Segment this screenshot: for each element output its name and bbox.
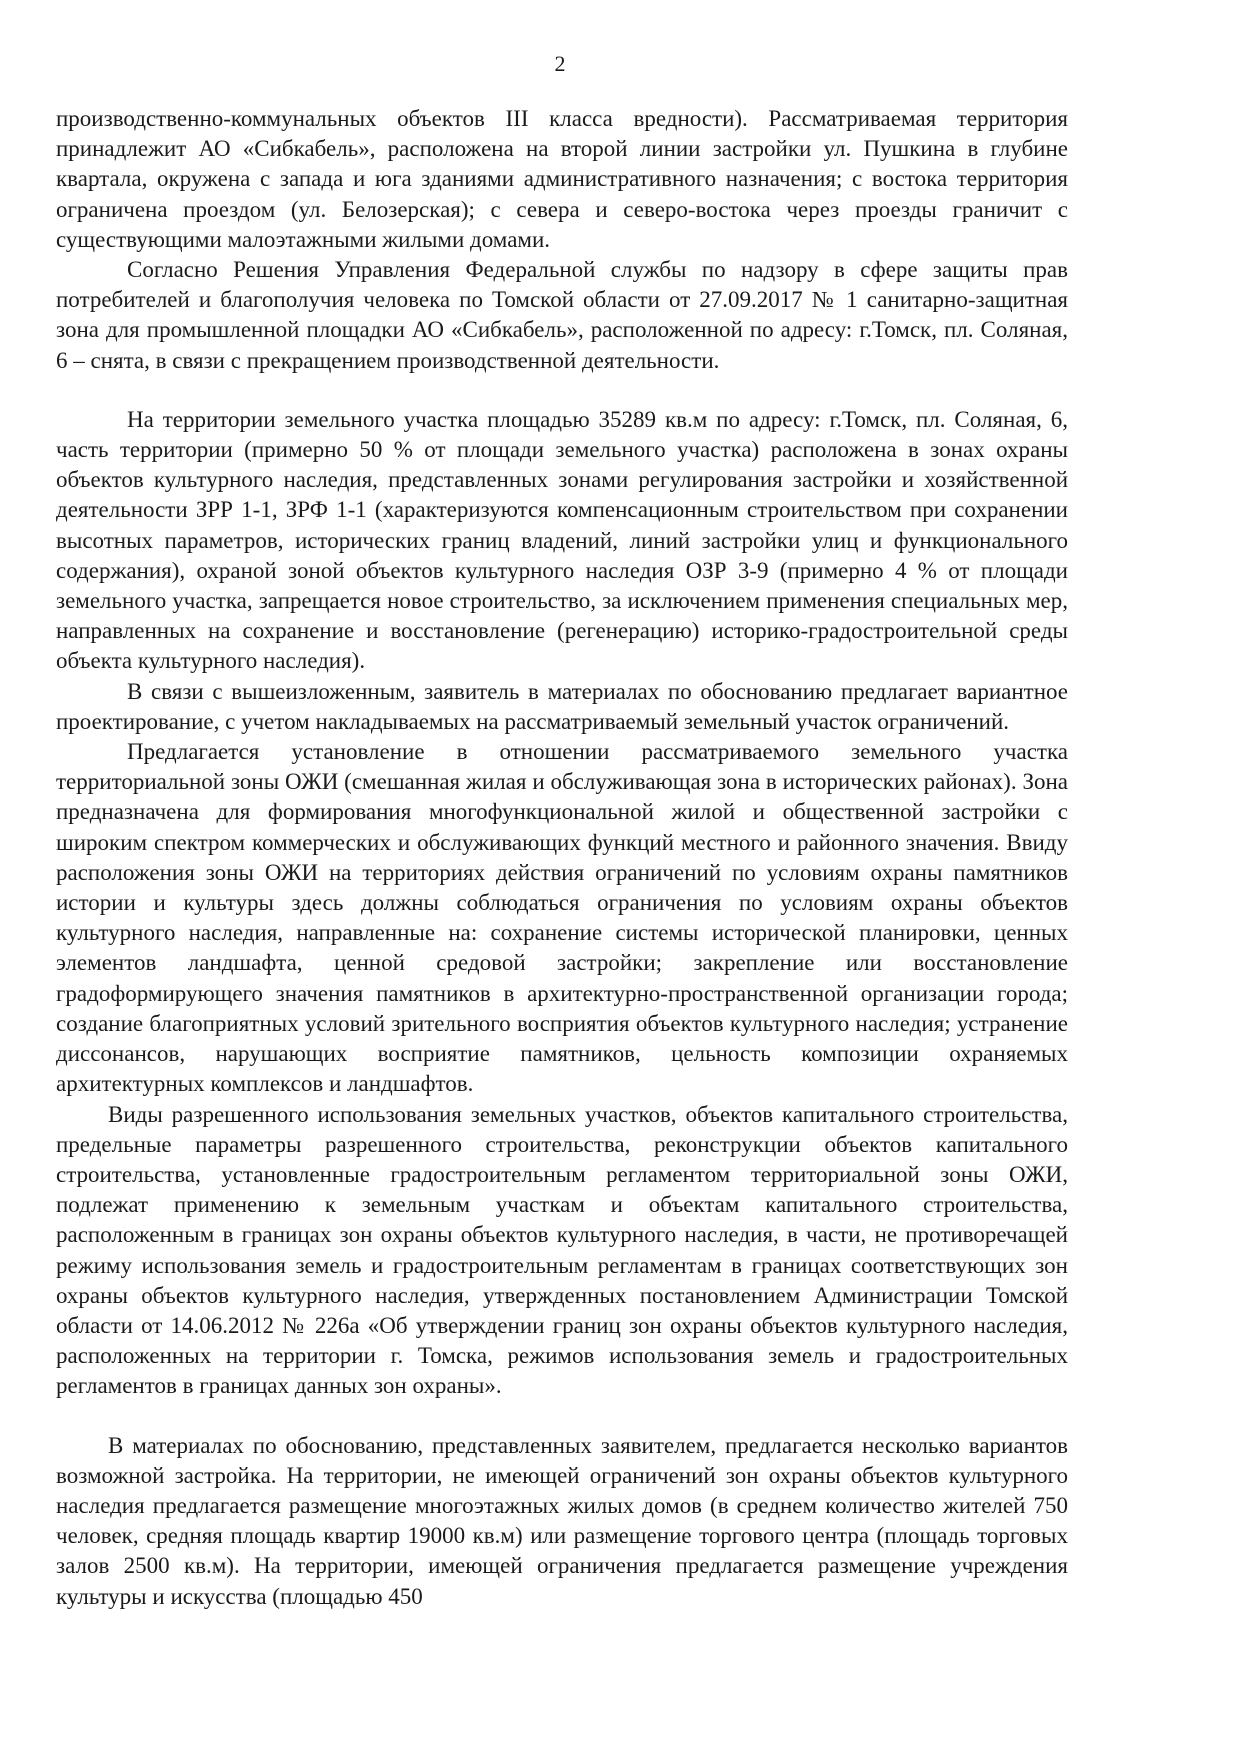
document-body xyxy=(56,104,1068,1612)
paragraph-permitted-use: Виды разрешенного использования земельных участков, объектов капитального строительства, предельные параметры разрешенного строительства, реконструкции объектов капитального строительства, установленные градостроительным регламентом территориальной зоны ОЖИ, подлежат применению к земельным участкам и объектам капитального строительства, расположенным в границах зон охраны объектов культурного наследия, в части, не противоречащей режиму использования земель и градостроительным регламентам в границах соответствующих зон охраны объектов культурного наследия, утвержденных постановлением Администрации Томской области от 14.06.2012 № 226а «Об утверждении границ зон охраны объектов культурного наследия, расположенных на территории г. Томска, режимов использования земель и градостроительных регламентов в границах данных зон охраны». xyxy=(56,1101,1068,1399)
paragraph-development-variants: В материалах по обоснованию, представленных заявителем, предлагается несколько вариантов возможной застройка. На территории, не имеющей ограничений зон охраны объектов культурного наследия предлагается размещение многоэтажных жилых домов (в среднем количество жителей 750 человек, средняя площадь квартир 19000 кв.м) или размещение торгового центра (площадь торговых залов 2500 кв.м). На территории, имеющей ограничения предлагается размещение учреждения культуры и искусства (площадью 450 xyxy=(56,1432,1068,1609)
paragraph-heritage-zones: На территории земельного участка площадью 35289 кв.м по адресу: г.Томск, пл. Соляная, 6, часть территории (примерно 50 % от площади земельного участка) расположена в зонах охраны объектов культурного наследия, представленных зонами регулирования застройки и хозяйственной деятельности ЗРР 1-1, ЗРФ 1-1 (характеризуются компенсационным строительством при сохранении высотных параметров, исторических границ владений, линий застройки улиц и функционального содержания), охраной зоной объектов культурного наследия ОЗР 3-9 (примерно 4 % от площади земельного участка, запрещается новое строительство, за исключением применения специальных мер, направленных на сохранение и восстановление (регенерацию) историко-градостроительной среды объекта культурного наследия). xyxy=(56,406,1068,674)
paragraph-sanitary-zone: Согласно Решения Управления Федеральной службы по надзору в сфере защиты прав потребителей и благополучия человека по Томской области от 27.09.2017 № 1 санитарно-защитная зона для промышленной площадки АО «Сибкабель», расположенной по адресу: г.Томск, пл. Соляная, 6 – снята, в связи с прекращением производственной деятельности. xyxy=(56,257,1068,373)
paragraph-zone-description: производственно-коммунальных объектов III класса вредности). Рассматриваемая территория принадлежит АО «Сибкабель», расположена на второй линии застройки ул. Пушкина в глубине квартала, окружена с запада и юга зданиями административного назначения; с востока территория ограничена проездом (ул. Белозерская); с севера и северо-востока через проезды граничит с существующими малоэтажными жилыми домами. xyxy=(56,106,1068,252)
page-number: 2 xyxy=(554,51,566,76)
paragraph-variant-design: В связи с вышеизложенным, заявитель в материалах по обоснованию предлагает вариантное проектирование, с учетом накладываемых на рассматриваемый земельный участок ограничений. xyxy=(56,678,1068,734)
paragraph-ozhi-zone: Предлагается установление в отношении рассматриваемого земельного участка территориальной зоны ОЖИ (смешанная жилая и обслуживающая зона в исторических районах). Зона предназначена для формирования многофункциональной жилой и общественной застройки с широким спектром коммерческих и обслуживающих функций местного и районного значения. Ввиду расположения зоны ОЖИ на территориях действия ограничений по условиям охраны памятников истории и культуры здесь должны соблюдаться ограничения по условиям охраны объектов культурного наследия, направленные на: сохранение системы исторической планировки, ценных элементов ландшафта, ценной средовой застройки; закрепление или восстановление градоформирующего значения памятников в архитектурно-пространственной организации города; создание благоприятных условий зрительного восприятия объектов культурного наследия; устранение диссонансов, нарушающих восприятие памятников, цельность композиции охраняемых архитектурных комплексов и ландшафтов. xyxy=(56,739,1068,1097)
